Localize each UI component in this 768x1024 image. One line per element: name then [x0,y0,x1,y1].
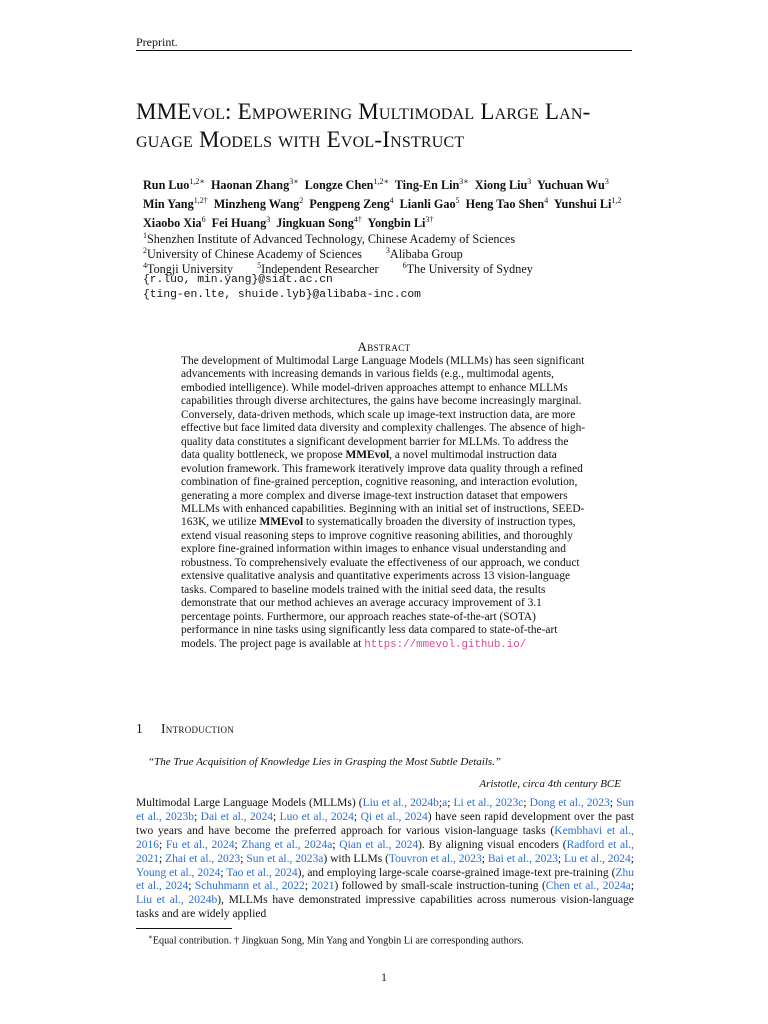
citation-link[interactable]: Lu et al., 2024 [563,852,631,865]
email-line-1: {r.luo, min.yang}@siat.ac.cn [143,274,333,286]
affiliation-text: Tongji University [147,262,234,277]
affiliation-text: University of Chinese Academy of Sciences [147,247,362,262]
affiliation-text: The University of Sydney [406,262,533,277]
author-affiliation-marker: 2 [299,196,304,206]
affiliation-marker: 6 [402,261,407,270]
citation-link[interactable]: Qian et al., 2024 [339,838,419,851]
author-affiliation-marker: 1,2∗ [189,177,205,186]
section-number: 1 [136,721,143,736]
running-header: Preprint. [136,35,178,49]
citation-link[interactable]: Kembhavi et al., 2016 [136,824,634,851]
author-name: Minzheng Wang [213,197,300,212]
section-heading [136,721,234,737]
method-name: MMEvol [259,516,304,529]
paper-title [136,98,636,154]
author-name: Ting-En Lin [394,178,460,193]
header-rule [136,50,632,51]
author-affiliation-marker: 1,2∗ [373,177,389,186]
author-name: Longze Chen [304,178,374,193]
affiliation-marker: 4 [143,261,147,270]
project-page-link[interactable]: https://mmevol.github.io/ [364,638,527,651]
citation-link[interactable]: Zhu et al., 2024 [136,866,634,893]
title-line-2: guage Models with Evol-Instruct [136,127,465,152]
author-name: Lianli Gao [399,197,456,212]
author-affiliation-marker: 3∗ [289,177,299,186]
author-name: Yongbin Li [367,216,426,231]
affiliation-text: Shenzhen Institute of Advanced Technology, Chinese Academy of Sciences [147,232,516,247]
footnote [148,933,524,946]
author-name: Yuchuan Wu [536,178,605,193]
method-name: MMEvol [345,449,390,462]
author-name: Haonan Zhang [210,178,290,193]
affiliation-marker: 5 [257,261,262,270]
author-name: Yunshui Li [553,197,612,212]
author-affiliation-marker: 3† [425,215,434,225]
citation-link[interactable]: 2021 [311,880,335,893]
author-name: Jingkuan Song [276,216,354,231]
epigraph-attribution: Aristotle, circa 4th century BCE [479,778,621,790]
abstract-body [181,355,589,652]
author-affiliation-marker: 1,2† [193,196,208,206]
citation-link[interactable]: Chen et al., 2024a [545,880,631,893]
affiliation-marker: 3 [385,246,390,255]
abstract-text: , a novel multimodal instruction data evolution framework. This framework iteratively improve data quality through a refined combination of fine-grained perception, cognitive reasoning, and interaction evolution, generating a more complex and diverse image-text instruction dataset that empowers MLLMs with enhanced capabilities. Beginning with an initial set of instructions, SEED-163K, we utilize [181,449,585,529]
author-affiliation-marker: 3 [266,215,271,225]
author-affiliation-marker: 6 [201,215,206,225]
page-number: 1 [381,972,387,984]
author-affiliation-marker: 5 [455,196,460,206]
affiliation-text: Independent Researcher [261,262,379,277]
citation-link[interactable]: Li et al., 2023c [453,797,524,809]
footnote-rule [136,928,232,929]
citation-link[interactable]: Schuhmann et al., 2022 [194,880,305,893]
citation-link[interactable]: Sun et al., 2023b [136,797,634,823]
citation-link[interactable]: Liu et al., 2024b [136,894,218,907]
author-name: Xiong Liu [474,178,528,193]
author-affiliation-marker: 3∗ [459,177,469,186]
citation-link[interactable]: Dai et al., 2024 [200,810,273,823]
intro-paragraph: Multimodal Large Language Models (MLLMs) (Liu et al., 2024b;a; Li et al., 2023c; Dong et al., 2023; Sun et al., 2023b; Dai et al., 2024; Luo et al., 2024; Qi et al., 2024) have seen rapid development over the past two years and have become the preferred approach for various vision-language tasks (Kembhavi et al., 2016; Fu et al., 2024; Zhang et al., 2024a; Qian et al., 2024). By aligning visual encoders (Radford et al., 2021; Zhai et al., 2023; Sun et al., 2023a) with LLMs (Touvron et al., 2023; Bai et al., 2023; Lu et al., 2024; Young et al., 2024; Tao et al., 2024), and employing large-scale coarse-grained image-text pre-training (Zhu et al., 2024; Schuhmann et al., 2022; 2021) followed by small-scale instruction-tuning (Chen et al., 2024a; Liu et al., 2024b), MLLMs have demonstrated impressive capabilities across numerous vision-language tasks and are widely applied [136,797,635,921]
author-affiliation-marker: 4 [544,196,549,206]
citation-link[interactable]: Tao et al., 2024 [226,866,298,879]
section-title: Introduction [161,721,235,736]
citation-link[interactable]: Zhang et al., 2024a [241,838,333,851]
author-affiliation-marker: 3 [527,177,532,186]
author-affiliation-marker: 4 [389,196,394,206]
citation-link[interactable]: Bai et al., 2023 [487,852,558,865]
author-name: Xiaobo Xia [143,216,202,231]
author-name: Heng Tao Shen [465,197,545,212]
abstract-text: The development of Multimodal Large Language Models (MLLMs) has seen significant advancements with increasing demands in various fields (e.g., multimodal agents, embodied intelligence). While model-driven approaches attempt to enhance MLLMs capabilities through diverse architectures, the gains have become increasingly marginal. Conversely, data-driven methods, which scale up image-text instruction data, are more effective but face limited data diversity and complexity challenges. The absence of high-quality data constitutes a significant development barrier for MLLMs. To address the data quality bottleneck, we propose [181,355,586,462]
affiliation-text: Alibaba Group [389,247,463,262]
epigraph-quote: “The True Acquisition of Knowledge Lies in Grasping the Most Subtle Details.” [148,756,502,768]
citation-link[interactable]: Sun et al., 2023a [246,852,324,865]
author-line-2 [143,193,635,212]
footnote-text: Equal contribution. † Jingkuan Song, Min Yang and Yongbin Li are corresponding authors. [152,935,524,947]
author-name: Fei Huang [211,216,267,231]
abstract-text: to systematically broaden the diversity of instruction types, extend visual reasoning steps to improve cognitive reasoning abilities, and thoroughly explore fine-grained information within images to enhance visual understanding and robustness. To comprehensively evaluate the effectiveness of our approach, we conduct extensive qualitative analysis and quantitative experiments across 13 vision-language tasks. Compared to baseline models trained with the initial seed data, the results demonstrate that our method achieves an average accuracy improvement of 3.1 percentage points. Furthermore, our approach reaches state-of-the-art (SOTA) performance in nine tasks using significantly less data compared to state-of-the-art models. The project page is available at [181,516,580,650]
author-list [143,174,635,231]
citation-link[interactable]: Liu et al., 2024b [362,797,439,809]
author-affiliation-marker: 4† [353,215,362,225]
citation-link[interactable]: Zhai et al., 2023 [165,852,241,865]
citation-link[interactable]: Qi et al., 2024 [360,810,428,823]
abstract-heading: Abstract [357,339,411,354]
title-line-1: MMEvol: Empowering Multimodal Large Lan- [136,99,591,124]
citation-link[interactable]: Touvron et al., 2023 [388,852,482,865]
author-line-1 [143,174,635,193]
citation-link[interactable]: Radford et al., 2021 [136,838,635,865]
author-affiliation-marker: 1,2 [611,196,622,206]
citation-link[interactable]: Fu et al., 2024 [165,838,235,851]
author-name: Min Yang [143,197,194,212]
author-name: Run Luo [143,178,190,193]
footnote-marker: ∗ [148,933,153,941]
affiliation-marker: 2 [143,246,147,255]
citation-link[interactable]: a [442,797,448,809]
affiliation-marker: 1 [143,231,147,240]
citation-link[interactable]: Young et al., 2024 [136,866,221,879]
citation-link[interactable]: Luo et al., 2024 [279,810,354,823]
citation-link[interactable]: Dong et al., 2023 [529,797,610,809]
author-name: Pengpeng Zeng [309,197,390,212]
author-affiliation-marker: 3 [604,177,609,186]
email-line-2: {ting-en.lte, shuide.lyb}@alibaba-inc.com [143,289,421,301]
